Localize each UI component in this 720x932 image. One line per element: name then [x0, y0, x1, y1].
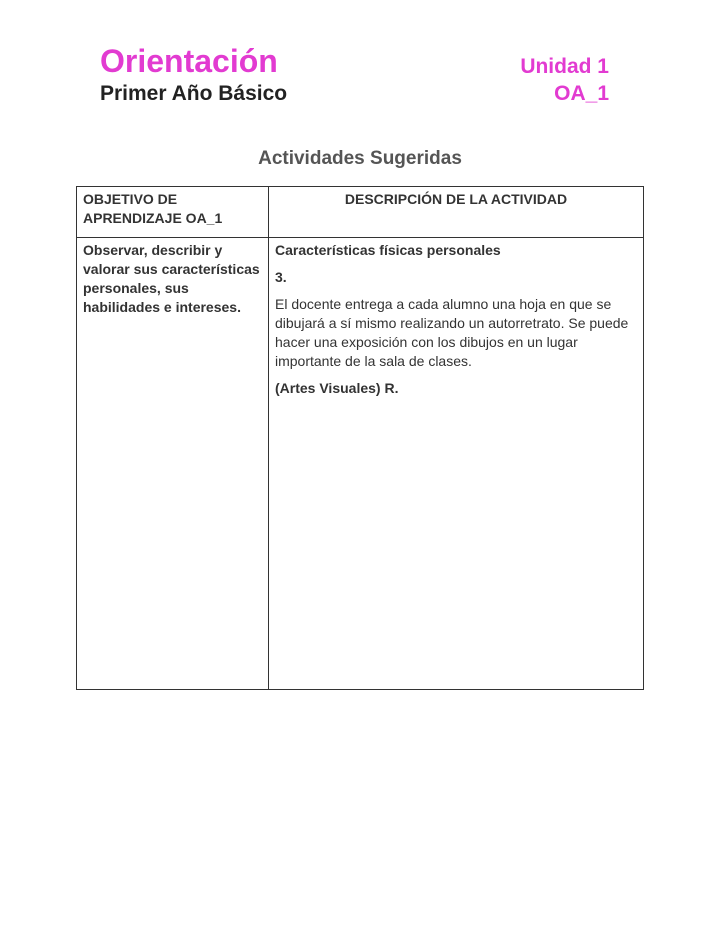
activity-title: Características físicas personales — [275, 242, 501, 258]
description-column-header: DESCRIPCIÓN DE LA ACTIVIDAD — [269, 187, 644, 238]
grade-level: Primer Año Básico — [100, 82, 288, 105]
table-header-row — [77, 187, 644, 238]
document-header-right — [520, 53, 609, 107]
table-row — [77, 238, 644, 690]
oa-code-label: OA_1 — [554, 82, 609, 105]
subject-title: Orientación — [100, 43, 278, 79]
document-header-left — [100, 42, 287, 107]
section-title: Actividades Sugeridas — [258, 148, 462, 169]
activity-number: 3. — [275, 269, 287, 285]
objective-column-header: OBJETIVO DE APRENDIZAJE OA_1 — [77, 187, 269, 238]
activity-reference: (Artes Visuales) R. — [275, 380, 399, 396]
objective-text: Observar, describir y valorar sus características personales, sus habilidades e intereses. — [83, 242, 260, 315]
unit-label: Unidad 1 — [520, 55, 609, 78]
description-cell — [269, 238, 644, 690]
activity-description: El docente entrega a cada alumno una hoja en que se dibujará a sí mismo realizando un autorretrato. Se puede hacer una exposición con los dibujos en un lugar importante de la sala de clases. — [275, 296, 629, 369]
objective-cell — [77, 238, 269, 690]
activities-table — [76, 186, 644, 690]
